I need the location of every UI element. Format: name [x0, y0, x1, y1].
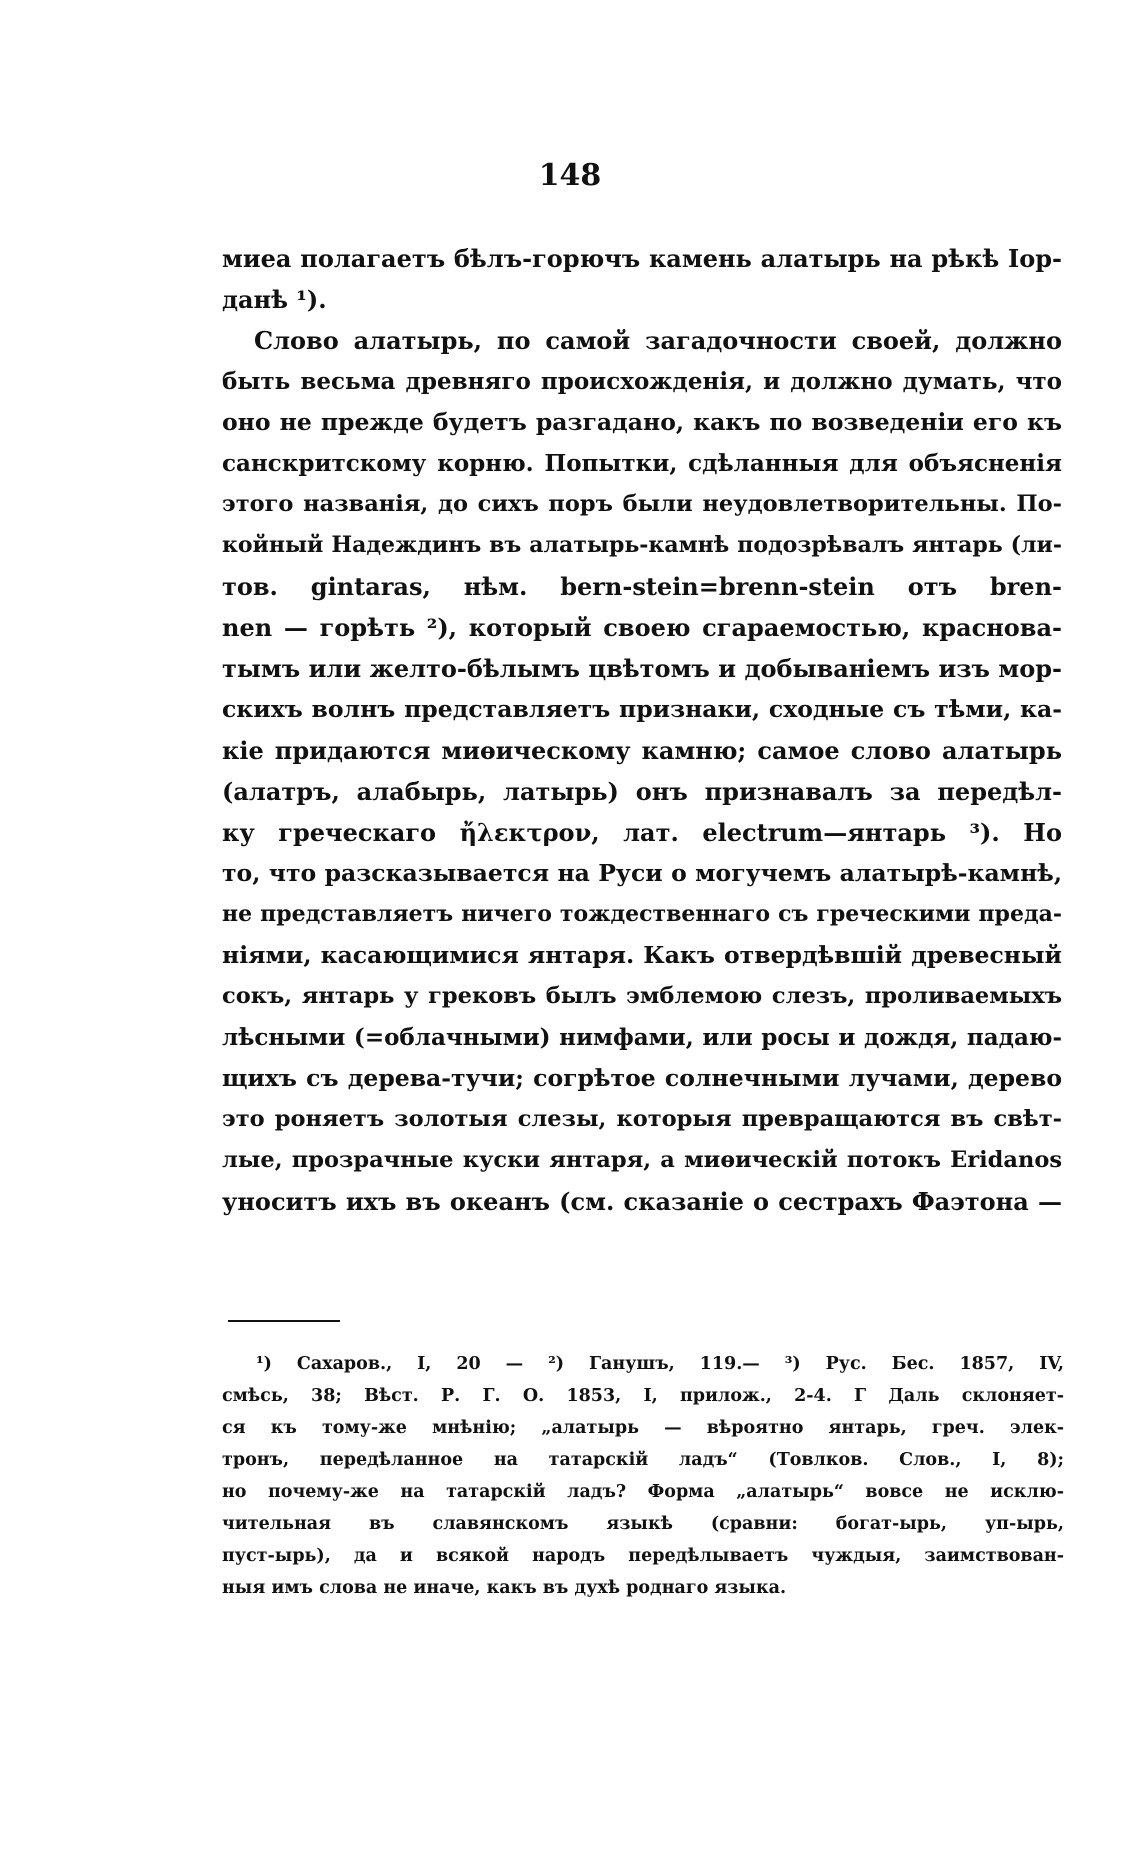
footnote-line: чительная въ славянскомъ языкѣ (сравни: богат-ырь, уп-ырь,	[222, 1514, 1064, 1534]
footnote-line: пуст-ырь), да и всякой народъ передѣлываетъ чуждыя, заимствован-	[222, 1546, 1064, 1566]
text-line: санскритскому корню. Попытки, сдѣланныя для объясненія	[222, 450, 1062, 477]
text-line: кіе придаются миѳическому камню; самое слово алатырь	[222, 736, 1062, 765]
page-number: 148	[538, 158, 602, 193]
text-line: быть весьма древняго происхожденія, и должно думать, что	[222, 368, 1062, 395]
text-line: это роняетъ золотыя слезы, которыя превращаются въ свѣт-	[222, 1106, 1062, 1132]
text-line: уноситъ ихъ въ океанъ (см. сказаніе о сестрахъ Фаэтона —	[222, 1187, 1062, 1216]
footnote-line: ся къ тому-же мнѣнію; „алатырь — вѣроятно янтарь, греч. элек-	[222, 1418, 1064, 1438]
text-line: лые, прозрачные куски янтаря, а миѳическій потокъ Eridanos	[222, 1147, 1062, 1173]
text-line: оно не прежде будетъ разгадано, какъ по возведеніи его къ	[222, 408, 1062, 436]
footnotes-block	[222, 1348, 1064, 1604]
text-line: койный Надеждинъ въ алатырь-камнѣ подозрѣвалъ янтарь (ли-	[222, 532, 1062, 558]
text-line: ку греческаго ἤλεκτρον, лат. electrum—янтарь ³). Но	[222, 818, 1062, 847]
text-line: сокъ, янтарь у грековъ былъ эмблемою слезъ, проливаемыхъ	[222, 983, 1062, 1009]
text-line: миеа полагаетъ бѣлъ-горючъ камень алатырь на рѣкѣ Іор-	[222, 244, 1062, 273]
text-line: тымъ или желто-бѣлымъ цвѣтомъ и добываніемъ изъ мор-	[222, 654, 1062, 683]
text-line: тов. gintaras, нѣм. bern-stein=brenn-stein отъ bren-	[222, 572, 1062, 601]
text-line: данѣ ¹).	[222, 285, 327, 314]
footnote-line: ныя имъ слова не иначе, какъ въ духѣ роднаго языка.	[222, 1578, 787, 1598]
text-line: (алатръ, алабырь, латырь) онъ признавалъ за передѣл-	[222, 777, 1062, 806]
text-line: лѣсными (=облачными) нимфами, или росы и дождя, падаю-	[222, 1024, 1062, 1051]
text-line: nen — горѣть ²), который своею сгараемостью, красновa-	[222, 613, 1062, 642]
footnote-line: ¹) Сахаров., I, 20 — ²) Ганушъ, 119.— ³) Рус. Бес. 1857, IV,	[256, 1354, 1064, 1374]
footnote-divider	[228, 1320, 340, 1322]
footnote-line: но почему-же на татарскій ладъ? Форма „алатырь“ вовсе не исклю-	[222, 1482, 1064, 1502]
text-line: ніями, касающимися янтаря. Какъ отвердѣвшій древесный	[222, 941, 1062, 969]
text-line: скихъ волнъ представляетъ признаки, сходные съ тѣми, ка-	[222, 695, 1062, 723]
text-line: то, что разсказывается на Руси о могучемъ алатырѣ-камнѣ,	[222, 859, 1062, 887]
text-line: щихъ съ дерева-тучи; согрѣтое солнечными лучами, дерево	[222, 1064, 1062, 1092]
text-line: этого названія, до сихъ поръ были неудовлетворительны. По-	[222, 491, 1062, 517]
footnote-line: тронъ, передѣланное на татарскій ладъ“ (Товлков. Слов., I, 8);	[222, 1450, 1064, 1470]
footnote-line: смѣсь, 38; Вѣст. Р. Г. О. 1853, I, прилож., 2-4. Г Даль склоняет-	[222, 1386, 1064, 1406]
text-line: Слово алатырь, по самой загадочности своей, должно	[254, 326, 1062, 355]
text-line: не представляетъ ничего тождественнаго съ греческими преда-	[222, 901, 1062, 927]
main-text-block	[222, 238, 1062, 1222]
